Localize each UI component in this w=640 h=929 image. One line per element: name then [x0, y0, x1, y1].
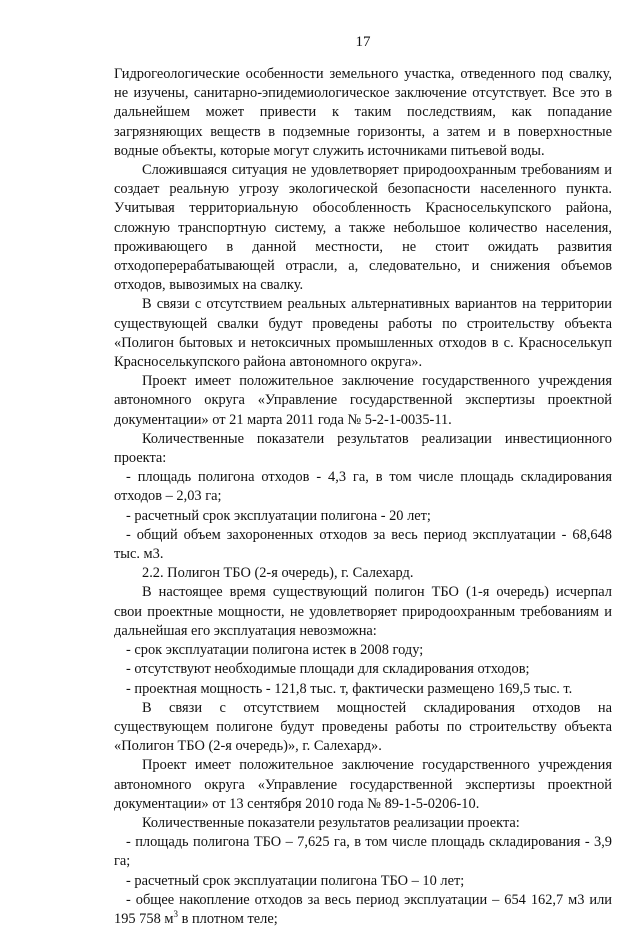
final-text-part1: - общее накопление отходов за весь период эксплуатации – 654 162,7 м3 или 195 758 м [114, 891, 612, 927]
final-paragraph-wrap [114, 891, 612, 929]
paragraph: Количественные показатели результатов реализации инвестиционного проекта: [114, 430, 612, 467]
superscript-3: 3 [173, 909, 178, 920]
list-item: - расчетный срок эксплуатации полигона - 20 лет; [126, 507, 431, 524]
paragraph: В связи с отсутствием реальных альтернативных вариантов на территории существующей свалки будут проведены работы по строительству объекта «Полигон бытовых и нетоксичных промышленных отходов в с. Красноселькуп Красноселькупского района автономного округа». [114, 296, 612, 371]
paragraph: Сложившаяся ситуация не удовлетворяет природоохранным требованиям и создает реальную угрозу экологической безопасности населенного пункта. Учитывая территориальную обособленность Красноселькупского района, сложную транспортную систему, а также небольшое количество населения, проживающего в данной местности, не стоит ожидать развития отходоперерабатывающей отрасли, а, следовательно, и снижения объемов отходов, вывозимых на свалку. [114, 162, 612, 294]
paragraph: Проект имеет положительное заключение государственного учреждения автономного округа «Управление государственной экспертизы проектной документации» от 13 сентября 2010 года № 89-1-5-0206-10. [114, 757, 612, 812]
list-item: - площадь полигона ТБО – 7,625 га, в том числе площадь складирования - 3,9 га; [114, 834, 612, 870]
paragraph: Количественные показатели результатов реализации проекта: [142, 814, 520, 831]
list-item: - срок эксплуатации полигона истек в 2008 году; [126, 642, 424, 659]
document-body [114, 65, 612, 891]
list-item: - общий объем захороненных отходов за весь период эксплуатации - 68,648 тыс. м3. [114, 526, 612, 563]
paragraph: Проект имеет положительное заключение государственного учреждения автономного округа «Управление государственной экспертизы проектной документации» от 21 марта 2011 года № 5-2-1-0035-11. [114, 373, 612, 428]
list-item: - отсутствуют необходимые площади для складирования отходов; [126, 661, 530, 678]
list-item: - площадь полигона отходов - 4,3 га, в том числе площадь складирования отходов – 2,03 га; [114, 469, 612, 505]
paragraph: 2.2. Полигон ТБО (2-я очередь), г. Салехард. [142, 565, 414, 582]
list-item: - расчетный срок эксплуатации полигона ТБО – 10 лет; [126, 872, 465, 889]
paragraph: Гидрогеологические особенности земельного участка, отведенного под свалку, не изучены, санитарно-эпидемиологическое заключение отсутствует. Все это в дальнейшем может привести к таким последствиям, как попадание загрязняющих веществ в подземные горизонты, а затем и в поверхностные водные объекты, которые могут служить источниками питьевой воды. [114, 66, 612, 159]
paragraph: В связи с отсутствием мощностей складирования отходов на существующем полигоне будут проведены работы по строительству объекта «Полигон ТБО (2-я очередь)», г. Салехард». [114, 699, 612, 755]
final-text-part2: в плотном теле; [177, 910, 278, 927]
list-item: - проектная мощность - 121,8 тыс. т, фактически размещено 169,5 тыс. т. [126, 680, 573, 697]
paragraph: В настоящее время существующий полигон ТБО (1-я очередь) исчерпал свои проектные мощности, не удовлетворяет природоохранным требованиям и дальнейшая его эксплуатация невозможна: [114, 584, 612, 639]
list-item [114, 891, 612, 929]
page-number: 17 [355, 34, 371, 50]
